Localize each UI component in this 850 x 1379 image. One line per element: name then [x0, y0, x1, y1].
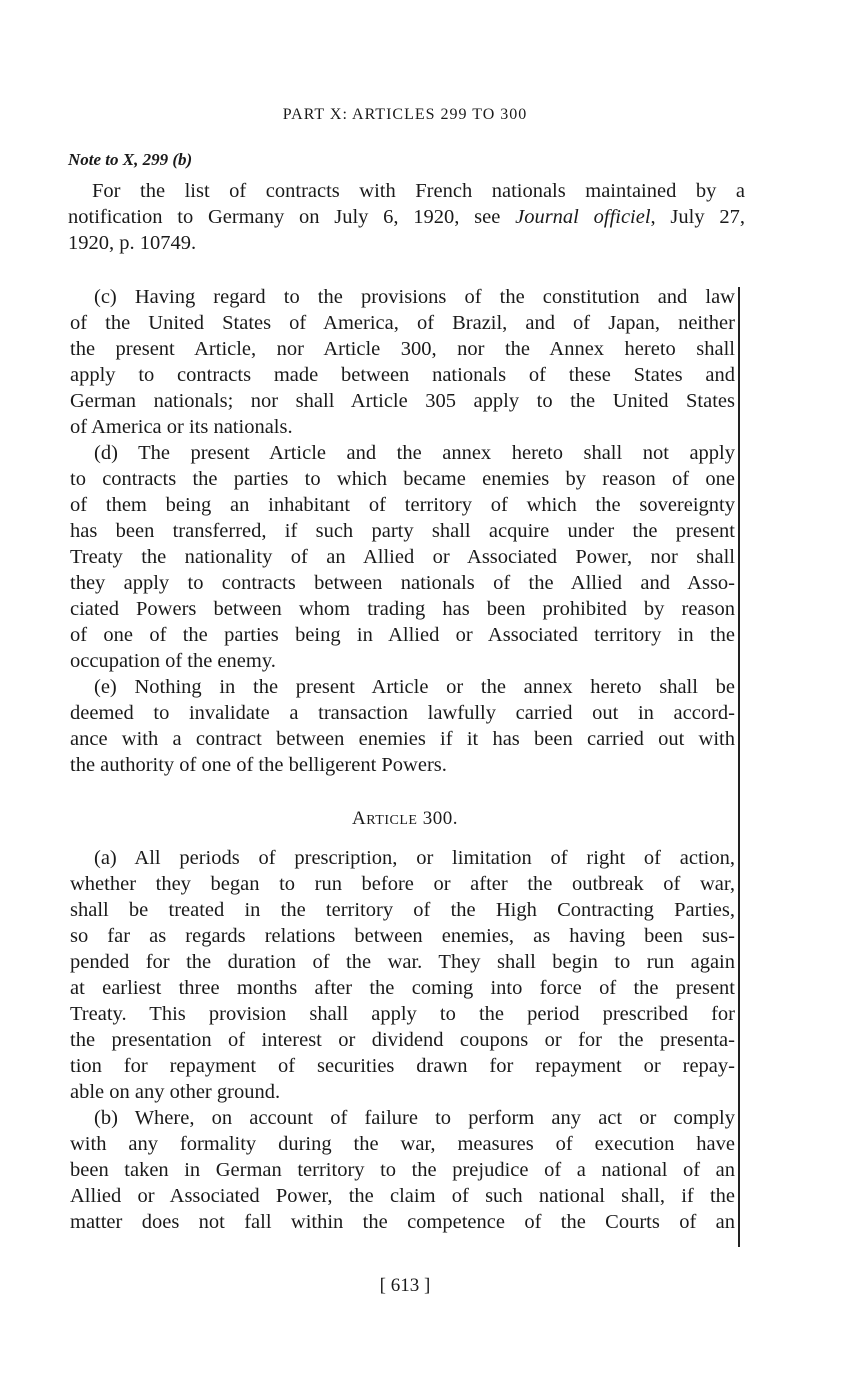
article-299-text: [70, 284, 735, 778]
note-line-prefix: notification to Germany on July 6, 1920, see: [68, 206, 516, 228]
text-line: able on any other ground.: [70, 1081, 281, 1103]
text-line: occupation of the enemy.: [70, 650, 276, 672]
text-line: the presentation of interest or dividend coupons or for the presenta-: [70, 1029, 735, 1051]
text-line: (d) The present Article and the annex hereto shall not apply: [94, 442, 735, 464]
text-line: the authority of one of the belligerent Powers.: [70, 754, 447, 776]
note-line-suffix: , July 27,: [650, 206, 745, 228]
text-line: of one of the parties being in Allied or Associated territory in the: [70, 624, 735, 646]
text-line: shall be treated in the territory of the High Contracting Parties,: [70, 899, 735, 921]
note-heading-sub: (b): [172, 150, 193, 169]
text-line: (a) All periods of prescription, or limitation of right of action,: [94, 847, 735, 869]
note-line: For the list of contracts with French nationals maintained by a: [92, 180, 745, 202]
text-line: of the United States of America, of Brazil, and of Japan, neither: [70, 312, 735, 334]
margin-rule: [738, 287, 740, 1247]
note-paragraph: [68, 178, 745, 256]
text-line: been taken in German territory to the prejudice of a national of an: [70, 1159, 735, 1181]
text-line: Allied or Associated Power, the claim of such national shall, if the: [70, 1185, 735, 1207]
text-line: Treaty the nationality of an Allied or Associated Power, nor shall: [70, 546, 735, 568]
text-line: deemed to invalidate a transaction lawfully carried out in accord-: [70, 702, 735, 724]
text-line: (b) Where, on account of failure to perform any act or comply: [94, 1107, 735, 1129]
text-line: tion for repayment of securities drawn for repayment or repay-: [70, 1055, 735, 1077]
text-line: ciated Powers between whom trading has been prohibited by reason: [70, 598, 735, 620]
text-line: apply to contracts made between nationals of these States and: [70, 364, 735, 386]
text-line: at earliest three months after the coming into force of the present: [70, 977, 735, 999]
text-line: they apply to contracts between nationals of the Allied and Asso-: [70, 572, 735, 594]
note-line: 1920, p. 10749.: [68, 232, 197, 254]
text-line: whether they began to run before or after the outbreak of war,: [70, 873, 735, 895]
text-line: to contracts the parties to which became enemies by reason of one: [70, 468, 735, 490]
text-line: German nationals; nor shall Article 305 apply to the United States: [70, 390, 735, 412]
heading-smallcaps: RTICLE: [366, 813, 418, 828]
page-number: [ 613 ]: [379, 1275, 431, 1296]
text-line: of America or its nationals.: [70, 416, 293, 438]
text-line: the present Article, nor Article 300, nor the Annex hereto shall: [70, 338, 735, 360]
heading-initial: A: [352, 808, 367, 829]
text-line: with any formality during the war, measures of execution have: [70, 1133, 735, 1155]
text-line: pended for the duration of the war. They shall begin to run again: [70, 951, 735, 973]
text-line: of them being an inhabitant of territory of which the sovereignty: [70, 494, 735, 516]
text-line: (e) Nothing in the present Article or the annex hereto shall be: [94, 676, 735, 698]
text-line: ance with a contract between enemies if it has been carried out with: [70, 728, 735, 750]
heading-number: 300.: [422, 808, 458, 829]
article-300-text: [70, 845, 735, 1235]
text-line: matter does not fall within the competence of the Courts of an: [70, 1211, 735, 1233]
journal-title: Journal officiel: [515, 206, 651, 228]
text-line: has been transferred, if such party shall acquire under the present: [70, 520, 735, 542]
note-line-with-journal: [68, 204, 745, 230]
text-line: so far as regards relations between enemies, as having been sus-: [70, 925, 735, 947]
text-line: (c) Having regard to the provisions of the constitution and law: [94, 286, 735, 308]
text-line: Treaty. This provision shall apply to the period prescribed for: [70, 1003, 735, 1025]
note-heading-prefix: Note to: [68, 150, 119, 169]
note-heading-ref: X, 299: [122, 150, 169, 169]
article-300-heading: [0, 808, 810, 830]
running-head: PART X: ARTICLES 299 TO 300: [282, 106, 528, 123]
note-heading: [68, 150, 192, 170]
